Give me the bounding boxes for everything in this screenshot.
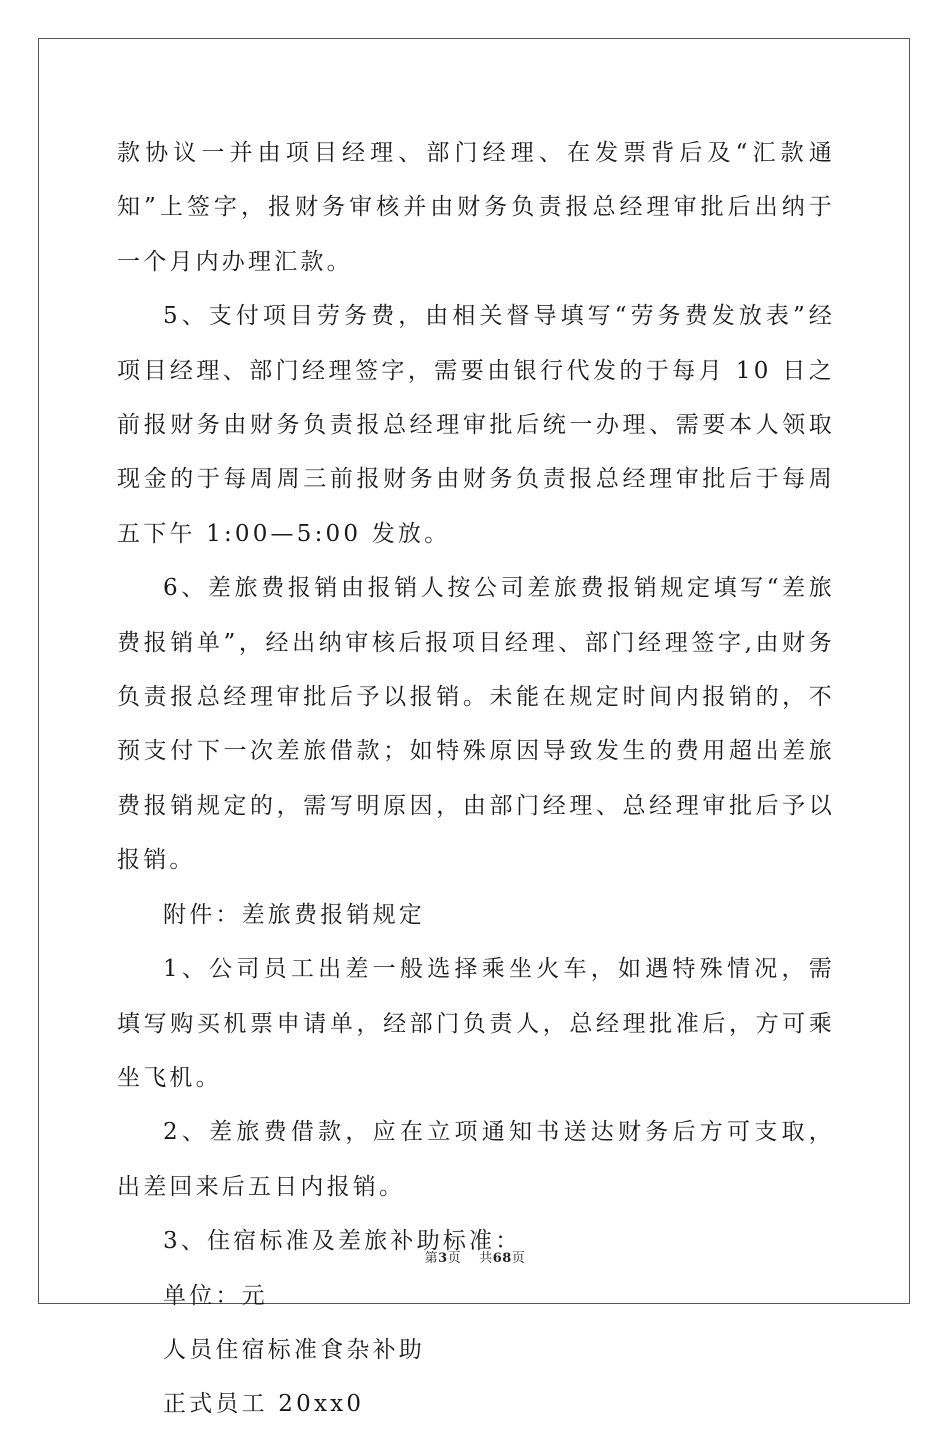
table-row-line: 正式员工 20xx0 (163, 1391, 365, 1418)
attachment-heading: 附件：差旅费报销规定 (163, 901, 425, 928)
unit-line: 单位：元 (163, 1282, 268, 1309)
total-pages: 68 (492, 1251, 512, 1266)
rule-item-3: 3、住宿标准及差旅补助标准： (163, 1228, 522, 1255)
paragraph-item-5: 5、支付项目劳务费，由相关督导填写“劳务费发放表”经项目经理、部门经理签字，需要由银行代发的于每月 10 日之前报财务由财务负责报总经理审批后统一办理、需要本人领取现金的于每周周三前报财务由财务负责报总经理审批后于每周五下午 1:00—5:00 发放。 (117, 303, 835, 547)
page-suffix: 页 (447, 1251, 462, 1266)
total-suffix: 页 (511, 1251, 526, 1266)
document-body (117, 126, 835, 1432)
rule-item-1: 1、公司员工出差一般选择乘坐火车，如遇特殊情况，需填写购买机票申请单，经部门负责人，总经理批准后，方可乘坐飞机。 (117, 956, 835, 1091)
page-prefix: 第 (424, 1251, 439, 1266)
rule-item-2: 2、差旅费借款，应在立项通知书送达财务后方可支取，出差回来后五日内报销。 (117, 1119, 835, 1200)
page-footer (0, 1247, 950, 1266)
table-header-line: 人员住宿标准食杂补助 (163, 1336, 425, 1363)
paragraph-continued: 款协议一并由项目经理、部门经理、在发票背后及“汇款通知”上签字，报财务审核并由财务负责报总经理审批后出纳于一个月内办理汇款。 (117, 140, 835, 275)
paragraph-item-6: 6、差旅费报销由报销人按公司差旅费报销规定填写“差旅费报销单”，经出纳审核后报项目经理、部门经理签字,由财务负责报总经理审批后予以报销。未能在规定时间内报销的，不预支付下一次差旅借款；如特殊原因导致发生的费用超出差旅费报销规定的，需写明原因，由部门经理、总经理审批后予以报销。 (117, 575, 835, 874)
page-number: 3 (438, 1251, 448, 1266)
total-prefix: 共 (479, 1251, 493, 1266)
